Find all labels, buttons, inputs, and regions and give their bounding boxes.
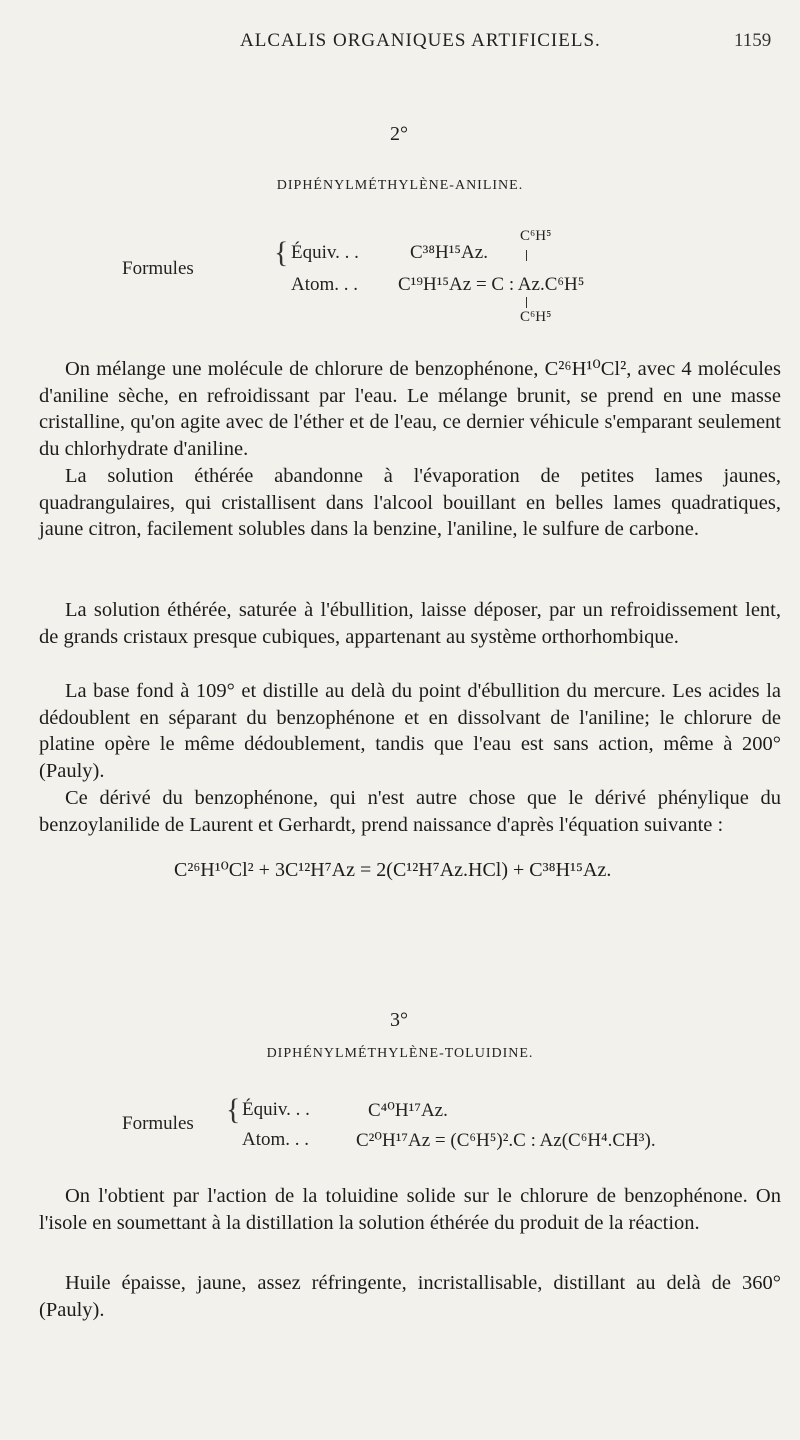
equiv-label: Équiv. . .	[242, 1099, 310, 1120]
atom-formula: C¹⁹H¹⁵Az = C : Az.C⁶H⁵	[398, 274, 585, 295]
atom-label: Atom. . .	[242, 1129, 310, 1150]
section-title: DIPHÉNYLMÉTHYLÈNE-ANILINE.	[276, 178, 524, 193]
paragraph: Ce dérivé du benzophénone, qui n'est autre chose que le dérivé phénylique du benzoylanilide de Laurent et Gerhardt, prend naissance d'après l'équation suivante :	[39, 787, 781, 836]
paragraph: On mélange une molécule de chlorure de benzophénone, C²⁶H¹⁰Cl², avec 4 molécules d'aniline sèche, en refroidissant par l'eau. Le mélange brunit, se prend en une masse cristalline, qu'on agite avec de l'éther et de l'eau, ce dernier véhicule s'emparant seulement du chlorhydrate d'aniline.	[39, 358, 781, 461]
equiv-label: Équiv. . .	[291, 242, 359, 263]
paragraph: La solution éthérée abandonne à l'évaporation de petites lames jaunes, quadrangulaires, qui cristallisent dans l'alcool bouillant en belles lames quadratiques, jaune citron, facilement solubles dans la benzine, l'aniline, le sulfure de carbone.	[39, 465, 781, 541]
bottom-substituent: C⁶H⁵	[520, 309, 552, 325]
section-number: 2°	[390, 123, 408, 145]
top-substituent: C⁶H⁵	[520, 228, 552, 244]
formulae-brace: {	[274, 236, 289, 269]
equiv-formula: C³⁸H¹⁵Az.	[410, 242, 488, 263]
section-title: DIPHÉNYLMÉTHYLÈNE-TOLUIDINE.	[266, 1046, 534, 1061]
formulae-label: Formules	[122, 258, 194, 279]
chemical-equation: C²⁶H¹⁰Cl² + 3C¹²H⁷Az = 2(C¹²H⁷Az.HCl) + C³⁸H¹⁵Az.	[174, 859, 612, 881]
atom-formula: C²⁰H¹⁷Az = (C⁶H⁵)².C : Az(C⁶H⁴.CH³).	[356, 1130, 656, 1151]
formulae-label: Formules	[122, 1113, 194, 1134]
paragraph: Huile épaisse, jaune, assez réfringente, incristallisable, distillant au delà de 360° (Pauly).	[39, 1272, 781, 1321]
running-header: ALCALIS ORGANIQUES ARTIFICIELS.	[240, 30, 601, 51]
paragraph: On l'obtient par l'action de la toluidine solide sur le chlorure de benzophénone. On l'isole en soumettant à la distillation la solution éthérée du produit de la réaction.	[39, 1185, 781, 1234]
formulae-brace: {	[226, 1093, 241, 1126]
paragraph: La solution éthérée, saturée à l'ébullition, laisse déposer, par un refroidissement lent, de grands cristaux presque cubiques, appartenant au système orthorhombique.	[39, 599, 781, 648]
paragraph: La base fond à 109° et distille au delà du point d'ébullition du mercure. Les acides la dédoublent en séparant du benzophénone et en dissolvant de l'aniline; le chlorure de platine opère le même dédoublement, tandis que l'eau est sans action, même à 200° (Pauly).	[39, 680, 781, 783]
section-number: 3°	[390, 1009, 408, 1031]
page-number: 1159	[734, 30, 772, 51]
atom-label: Atom. . .	[291, 274, 359, 295]
equiv-formula: C⁴⁰H¹⁷Az.	[368, 1100, 448, 1121]
